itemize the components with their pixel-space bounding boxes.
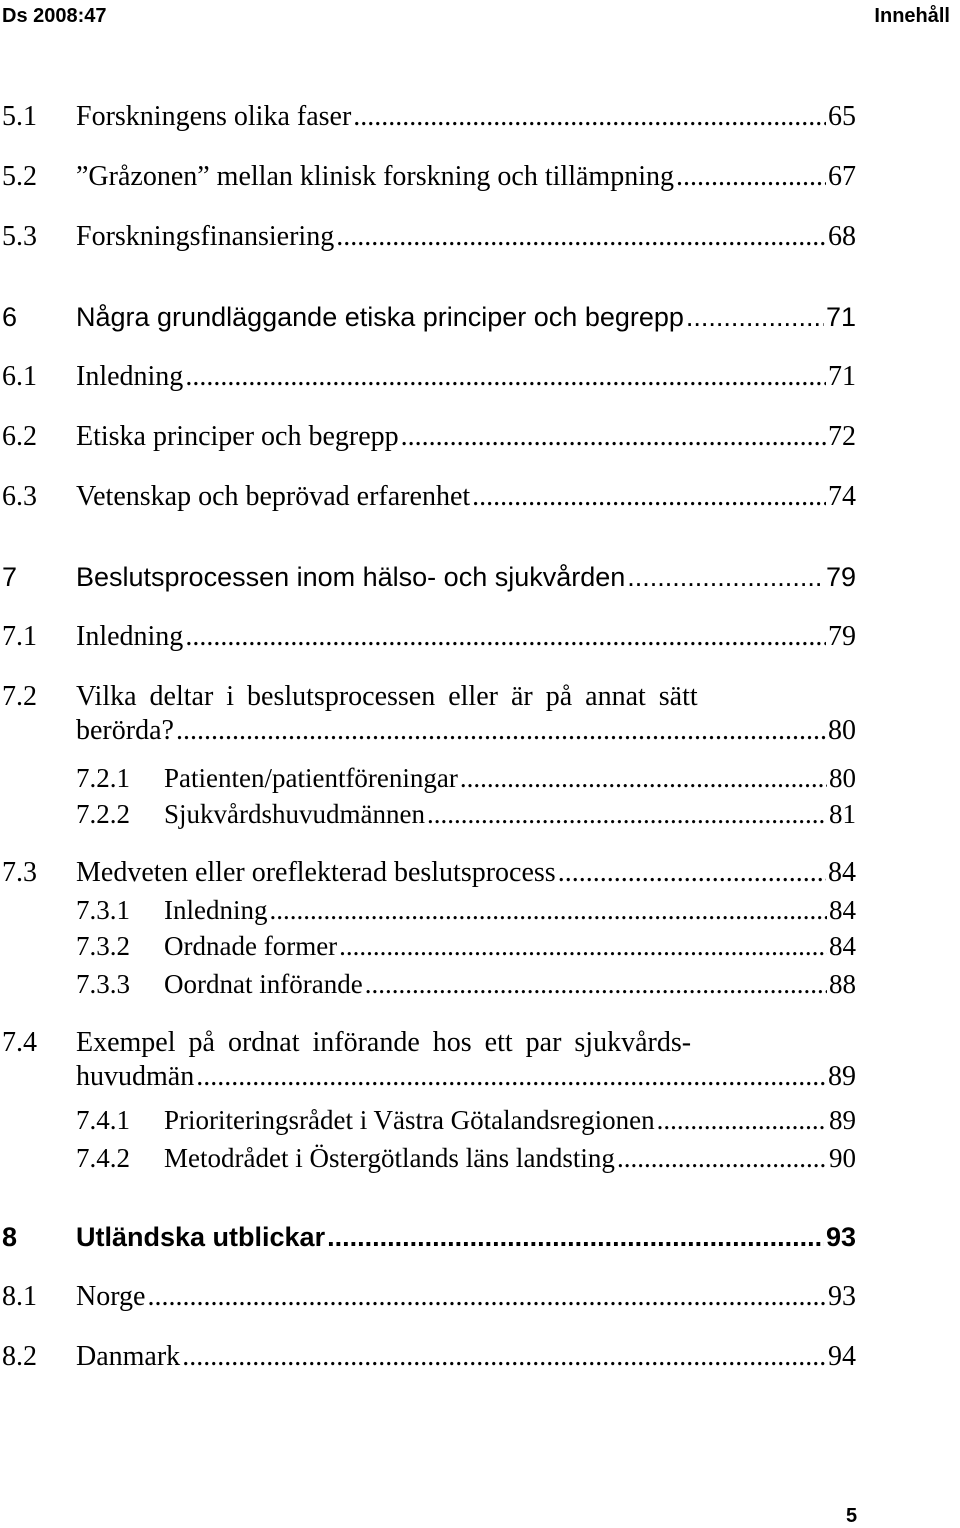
toc-entry-title: Danmark — [76, 1341, 181, 1372]
toc-dot-leader — [558, 856, 826, 890]
toc-entry-title: ”Gråzonen” mellan klinisk forskning och tillämpning — [76, 161, 674, 192]
toc-dot-leader — [401, 420, 826, 454]
toc-dot-leader — [472, 480, 826, 514]
toc-entry-number: 5.1 — [2, 101, 37, 132]
toc-entry-page: 65 — [828, 101, 856, 132]
toc-entry-page: 79 — [828, 621, 856, 652]
toc-entry-title: Inledning — [76, 361, 184, 392]
toc-dot-leader — [185, 620, 826, 654]
toc-entry-page: 72 — [828, 421, 856, 452]
toc-dot-leader — [353, 100, 826, 134]
toc-entry-page: 88 — [829, 969, 856, 999]
toc-entry-number: 7.4 — [2, 1027, 37, 1058]
toc-dot-leader — [327, 1220, 824, 1254]
toc-entry-number: 5.2 — [2, 161, 37, 192]
toc-entry-title: huvudmän — [76, 1061, 195, 1092]
toc-entry-page: 93 — [825, 1222, 856, 1252]
toc-entry-number: 7.1 — [2, 621, 37, 652]
toc-entry-title: berörda? — [76, 715, 174, 746]
toc-entry-page: 74 — [828, 481, 856, 512]
toc-entry-number: 8.1 — [2, 1281, 37, 1312]
toc-entry-page: 81 — [829, 799, 856, 829]
toc-dot-leader — [185, 360, 826, 394]
toc-entry-number: 7.2 — [2, 681, 37, 712]
toc-entry-page: 89 — [828, 1061, 856, 1092]
toc-dot-leader — [176, 714, 826, 748]
toc-entry-title: Inledning — [164, 895, 268, 925]
toc-entry-number: 6.1 — [2, 361, 37, 392]
toc-dot-leader — [627, 560, 824, 594]
toc-entry-title: Inledning — [76, 621, 184, 652]
toc-entry-page: 89 — [829, 1105, 856, 1135]
toc-entry-number: 7.4.1 — [76, 1105, 130, 1135]
toc-entry-title: Forskningsfinansiering — [76, 221, 335, 252]
toc-entry-page: 67 — [828, 161, 856, 192]
toc-entry-title: Norge — [76, 1281, 146, 1312]
toc-entry-number: 7.3.2 — [76, 931, 130, 961]
toc-dot-leader — [676, 160, 826, 194]
toc-dot-leader — [196, 1060, 826, 1094]
toc-entry-title: Etiska principer och begrepp — [76, 421, 399, 452]
page-number: 5 — [846, 1505, 858, 1527]
toc-entry-page: 94 — [828, 1341, 856, 1372]
toc-entry-number: 8.2 — [2, 1341, 37, 1372]
toc-dot-leader — [657, 1104, 827, 1136]
toc-entry-title: Vetenskap och beprövad erfarenhet — [76, 481, 471, 512]
toc-entry-title: Några grundläggande etiska principer och begrepp — [76, 302, 684, 332]
toc-entry-page: 71 — [828, 361, 856, 392]
toc-entry-title: Medveten eller oreflekterad beslutsprocess — [76, 857, 556, 888]
toc-entry-title: Forskningens olika faser — [76, 101, 352, 132]
toc-entry-title: Sjukvårdshuvudmännen — [164, 799, 425, 829]
toc-entry-number: 7 — [2, 562, 18, 592]
toc-entry-title-line1: Exempel på ordnat införande hos ett par sjukvårds- — [76, 1027, 692, 1058]
toc-entry-number: 7.3.1 — [76, 895, 130, 925]
toc-entry-page: 68 — [828, 221, 856, 252]
toc-entry-title: Beslutsprocessen inom hälso- och sjukvården — [76, 562, 626, 592]
toc-entry-title: Oordnat införande — [164, 969, 363, 999]
toc-entry-number: 6.2 — [2, 421, 37, 452]
toc-dot-leader — [339, 930, 827, 962]
toc-entry-page: 79 — [825, 562, 856, 592]
toc-entry-page: 84 — [829, 931, 856, 961]
toc-entry-number: 6.3 — [2, 481, 37, 512]
toc-dot-leader — [365, 968, 827, 1000]
toc-entry-title: Metodrådet i Östergötlands läns landsting — [164, 1143, 615, 1173]
toc-entry-number: 8 — [2, 1222, 18, 1252]
toc-dot-leader — [336, 220, 826, 254]
toc-entry-title: Patienten/patientföreningar — [164, 763, 458, 793]
toc-entry-number: 5.3 — [2, 221, 37, 252]
toc-entry-number: 7.3 — [2, 857, 37, 888]
toc-dot-leader — [460, 762, 827, 794]
toc-entry-number: 6 — [2, 302, 18, 332]
toc-entry-page: 80 — [828, 715, 856, 746]
toc-entry-number: 7.2.1 — [76, 763, 130, 793]
toc-entry-page: 90 — [829, 1143, 856, 1173]
toc-entry-page: 93 — [828, 1281, 856, 1312]
running-header-left: Ds 2008:47 — [2, 5, 107, 27]
toc-dot-leader — [427, 798, 827, 830]
toc-entry-title: Ordnade former — [164, 931, 338, 961]
toc-dot-leader — [686, 300, 824, 334]
toc-entry-page: 84 — [828, 857, 856, 888]
toc-entry-title-line1: Vilka deltar i beslutsprocessen eller är på annat sätt — [76, 681, 698, 712]
running-header-right: Innehåll — [874, 5, 950, 27]
toc-dot-leader — [147, 1280, 826, 1314]
toc-dot-leader — [182, 1340, 826, 1374]
toc-entry-page: 84 — [829, 895, 856, 925]
toc-entry-page: 71 — [825, 302, 856, 332]
toc-entry-page: 80 — [829, 763, 856, 793]
toc-entry-title: Prioriteringsrådet i Västra Götalandsregionen — [164, 1105, 655, 1135]
toc-entry-title: Utländska utblickar — [76, 1222, 326, 1252]
toc-entry-number: 7.4.2 — [76, 1143, 130, 1173]
toc-dot-leader — [617, 1142, 827, 1174]
toc-entry-number: 7.2.2 — [76, 799, 130, 829]
toc-dot-leader — [269, 894, 827, 926]
toc-entry-number: 7.3.3 — [76, 969, 130, 999]
